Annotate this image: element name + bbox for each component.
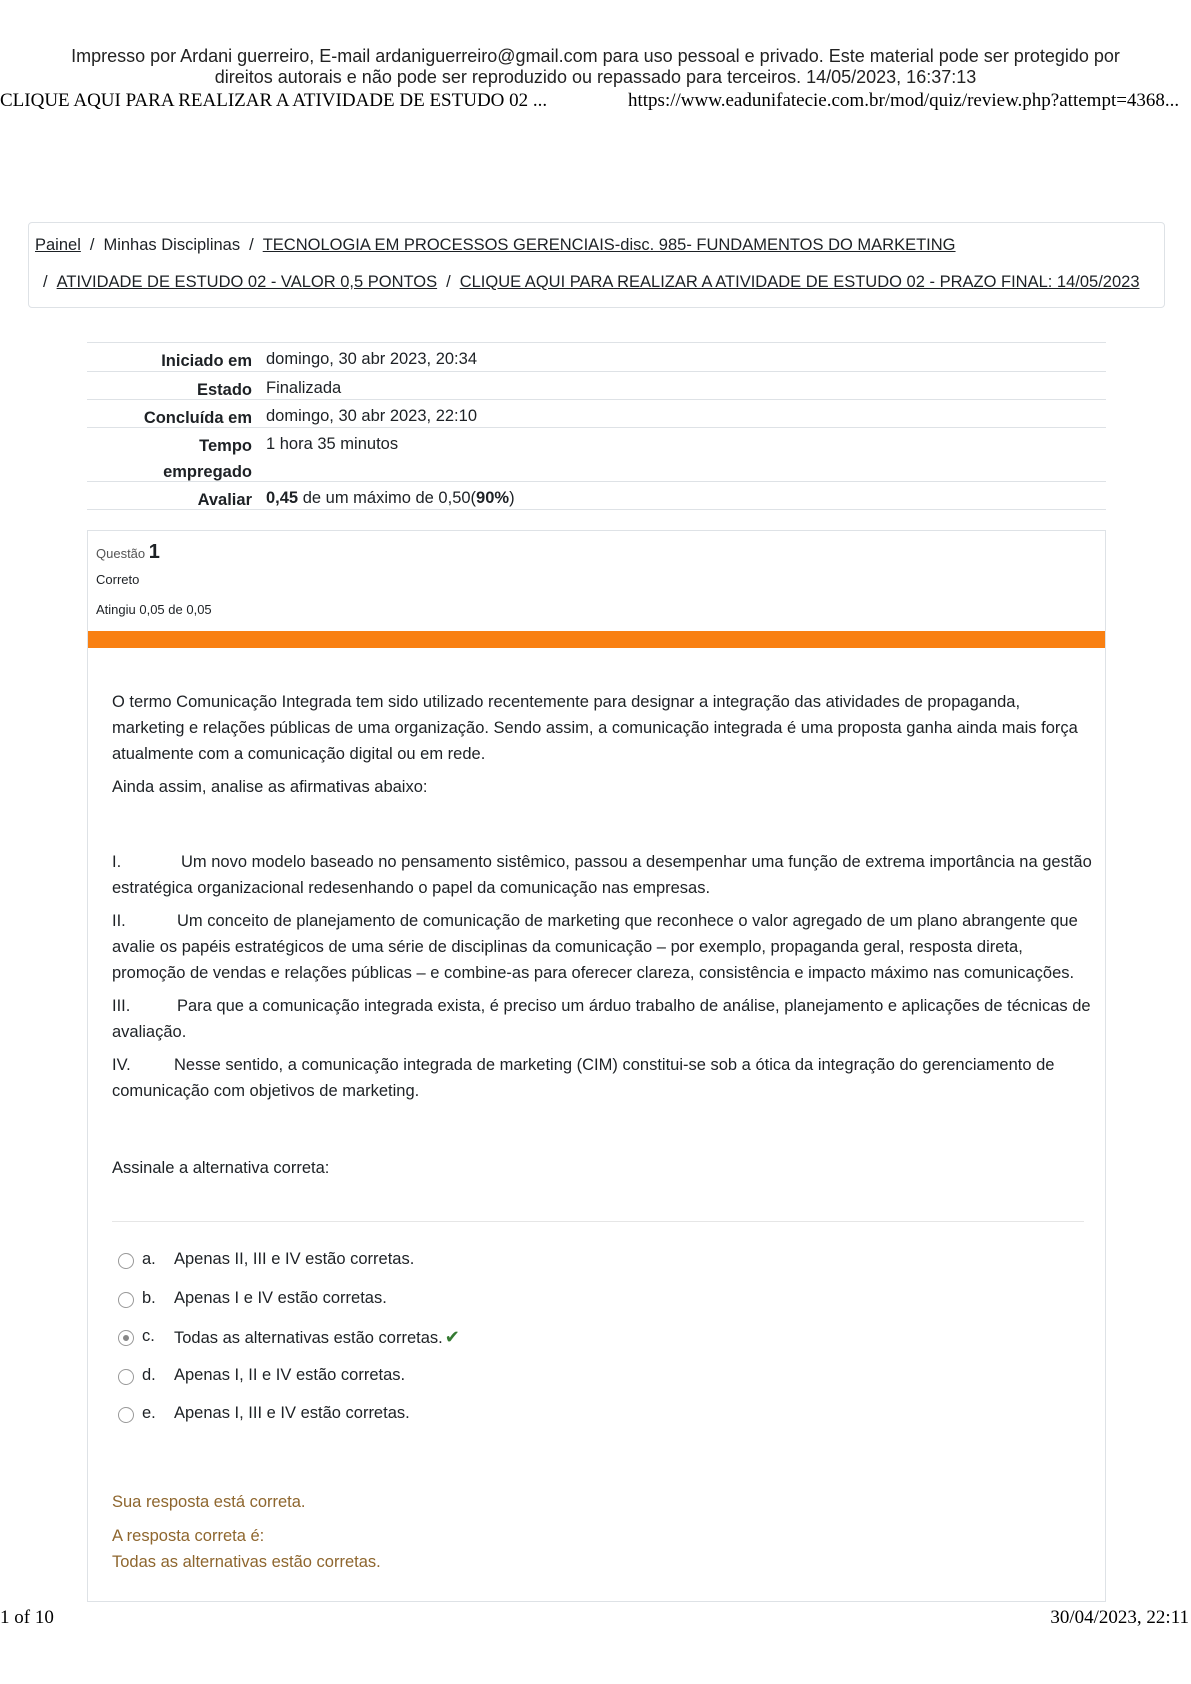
- breadcrumb-separator: /: [43, 273, 48, 291]
- grade-mid-text: de um máximo de 0,50(: [298, 489, 477, 507]
- option-b-radio[interactable]: [118, 1292, 134, 1308]
- breadcrumb-section-link[interactable]: ATIVIDADE DE ESTUDO 02 - VALOR 0,5 PONTOS: [56, 273, 438, 291]
- time-label-line-1: Tempo: [199, 437, 252, 455]
- grade-percent: 90%: [476, 489, 510, 507]
- question-text: [112, 689, 1092, 1188]
- option-a-letter: a.: [142, 1250, 156, 1268]
- grade-end-text: ): [509, 489, 515, 507]
- started-value: domingo, 30 abr 2023, 20:34: [266, 350, 477, 368]
- breadcrumb-separator: /: [446, 273, 451, 291]
- option-c-text-wrap: [174, 1327, 460, 1348]
- state-value: Finalizada: [266, 379, 342, 397]
- correct-check-icon: ✔: [444, 1327, 460, 1347]
- time-label-line-2: empregado: [163, 463, 252, 481]
- statement-4-text: Nesse sentido, a comunicação integrada de marketing (CIM) constitui-se sob a ótica da integração do gerenciamento de comunicação com objetivos de marketing.: [112, 1056, 1055, 1100]
- summary-row-completed: [87, 399, 1106, 427]
- option-d-letter: d.: [142, 1365, 156, 1384]
- question-feedback: [112, 1489, 381, 1575]
- question-state: Correto: [96, 572, 140, 587]
- started-label: Iniciado em: [161, 352, 252, 370]
- question-card: [87, 530, 1106, 1602]
- breadcrumb-course-link[interactable]: TECNOLOGIA EM PROCESSOS GERENCIAIS-disc. 985- FUNDAMENTOS DO MARKETING: [262, 236, 956, 254]
- statement-4-num: IV.: [112, 1056, 131, 1074]
- summary-row-time: [87, 427, 1106, 481]
- feedback-answer-label: A resposta correta é:: [112, 1527, 265, 1545]
- statement-4: [112, 1052, 1092, 1104]
- statement-2-text: Um conceito de planejamento de comunicação de marketing que reconhece o valor agregado de um plano abrangente que avalie os papéis estratégicos de uma série de disciplinas da comunicação – por exemplo, propaganda geral, resposta direta, promoção de vendas e relações públicas – e combine-as para oferecer clareza, consistência e impacto máximo nas comunicações.: [112, 912, 1078, 982]
- option-b-text: Apenas I e IV estão corretas.: [174, 1288, 387, 1307]
- option-d-radio[interactable]: [118, 1369, 134, 1385]
- statement-3-num: III.: [112, 997, 131, 1015]
- print-watermark: [0, 46, 1191, 88]
- watermark-line-2: direitos autorais e não pode ser reproduzido ou repassado para terceiros. 14/05/2023, 16:37:13: [214, 67, 977, 87]
- print-datetime: 30/04/2023, 22:11: [1050, 1607, 1189, 1628]
- answer-divider: [112, 1221, 1084, 1222]
- summary-row-started: [87, 342, 1106, 371]
- option-a-radio[interactable]: [118, 1253, 134, 1269]
- state-label: Estado: [196, 381, 252, 399]
- question-number: [96, 541, 160, 564]
- print-page-title: CLIQUE AQUI PARA REALIZAR A ATIVIDADE DE ESTUDO 02 ...: [0, 90, 548, 111]
- question-label: Questão: [96, 546, 146, 561]
- question-intro: O termo Comunicação Integrada tem sido utilizado recentemente para designar a integração das atividades de propaganda, marketing e relações públicas de uma organização. Sendo assim, a comunicação integrada é uma proposta ganha ainda mais força atualmente com a comunicação digital ou em rede.: [112, 693, 1078, 763]
- watermark-line-1: Impresso por Ardani guerreiro, E-mail ardaniguerreiro@gmail.com para uso pessoal e privado. Este material pode ser protegido por: [71, 46, 1120, 66]
- breadcrumb-activity-link[interactable]: CLIQUE AQUI PARA REALIZAR A ATIVIDADE DE ESTUDO 02 - PRAZO FINAL: 14/05/2023: [459, 273, 1140, 291]
- completed-label: Concluída em: [143, 409, 252, 427]
- breadcrumb-separator: /: [249, 236, 254, 254]
- breadcrumb-home-link[interactable]: Painel: [35, 236, 81, 254]
- statement-1-num: I.: [112, 853, 122, 871]
- statement-2: [112, 908, 1092, 986]
- option-b-letter: b.: [142, 1288, 156, 1307]
- option-e-text: Apenas I, III e IV estão corretas.: [174, 1404, 410, 1422]
- option-e-radio[interactable]: [118, 1407, 134, 1423]
- option-c-radio-selected[interactable]: [118, 1330, 134, 1346]
- question-grade: Atingiu 0,05 de 0,05: [96, 602, 212, 617]
- print-header: [0, 90, 1191, 114]
- grade-value: [266, 487, 515, 509]
- option-c-letter: c.: [142, 1327, 155, 1345]
- summary-row-state: [87, 371, 1106, 399]
- completed-value: domingo, 30 abr 2023, 22:10: [266, 407, 477, 425]
- grade-score: 0,45: [266, 489, 299, 507]
- attempt-summary-table: [87, 342, 1106, 510]
- option-d-text: Apenas I, II e IV estão corretas.: [174, 1365, 406, 1384]
- breadcrumb: [28, 222, 1165, 308]
- time-value: 1 hora 35 minutos: [266, 435, 399, 453]
- question-instruction: Assinale a alternativa correta:: [112, 1159, 330, 1177]
- summary-row-grade: [87, 481, 1106, 510]
- breadcrumb-separator: /: [89, 236, 95, 254]
- option-a-text: Apenas II, III e IV estão corretas.: [174, 1250, 415, 1268]
- print-page-url: https://www.eadunifatecie.com.br/mod/quiz/review.php?attempt=4368...: [628, 90, 1180, 111]
- question-number-value: 1: [148, 541, 160, 563]
- option-e-letter: e.: [142, 1404, 156, 1422]
- statement-1-text: Um novo modelo baseado no pensamento sistêmico, passou a desempenhar uma função de extrema importância na gestão estratégica organizacional redesenhando o papel da comunicação nas empresas.: [112, 853, 1092, 897]
- statement-1: [112, 849, 1092, 901]
- option-c-text: Todas as alternativas estão corretas.: [174, 1329, 443, 1347]
- question-prompt: Ainda assim, analise as afirmativas abaixo:: [112, 778, 428, 796]
- time-label: [92, 433, 252, 485]
- breadcrumb-my-courses: Minhas Disciplinas: [103, 236, 241, 254]
- statement-3: [112, 993, 1092, 1045]
- feedback-answer: Todas as alternativas estão corretas.: [112, 1553, 381, 1571]
- print-page-number: 1 of 10: [0, 1607, 54, 1628]
- question-header-bar: [88, 631, 1105, 648]
- grade-label: Avaliar: [197, 491, 252, 509]
- statement-3-text: Para que a comunicação integrada exista, é preciso um árduo trabalho de análise, planejamento e aplicações de técnicas de avaliação.: [112, 997, 1091, 1041]
- statement-2-num: II.: [112, 912, 126, 930]
- feedback-correct: Sua resposta está correta.: [112, 1493, 306, 1511]
